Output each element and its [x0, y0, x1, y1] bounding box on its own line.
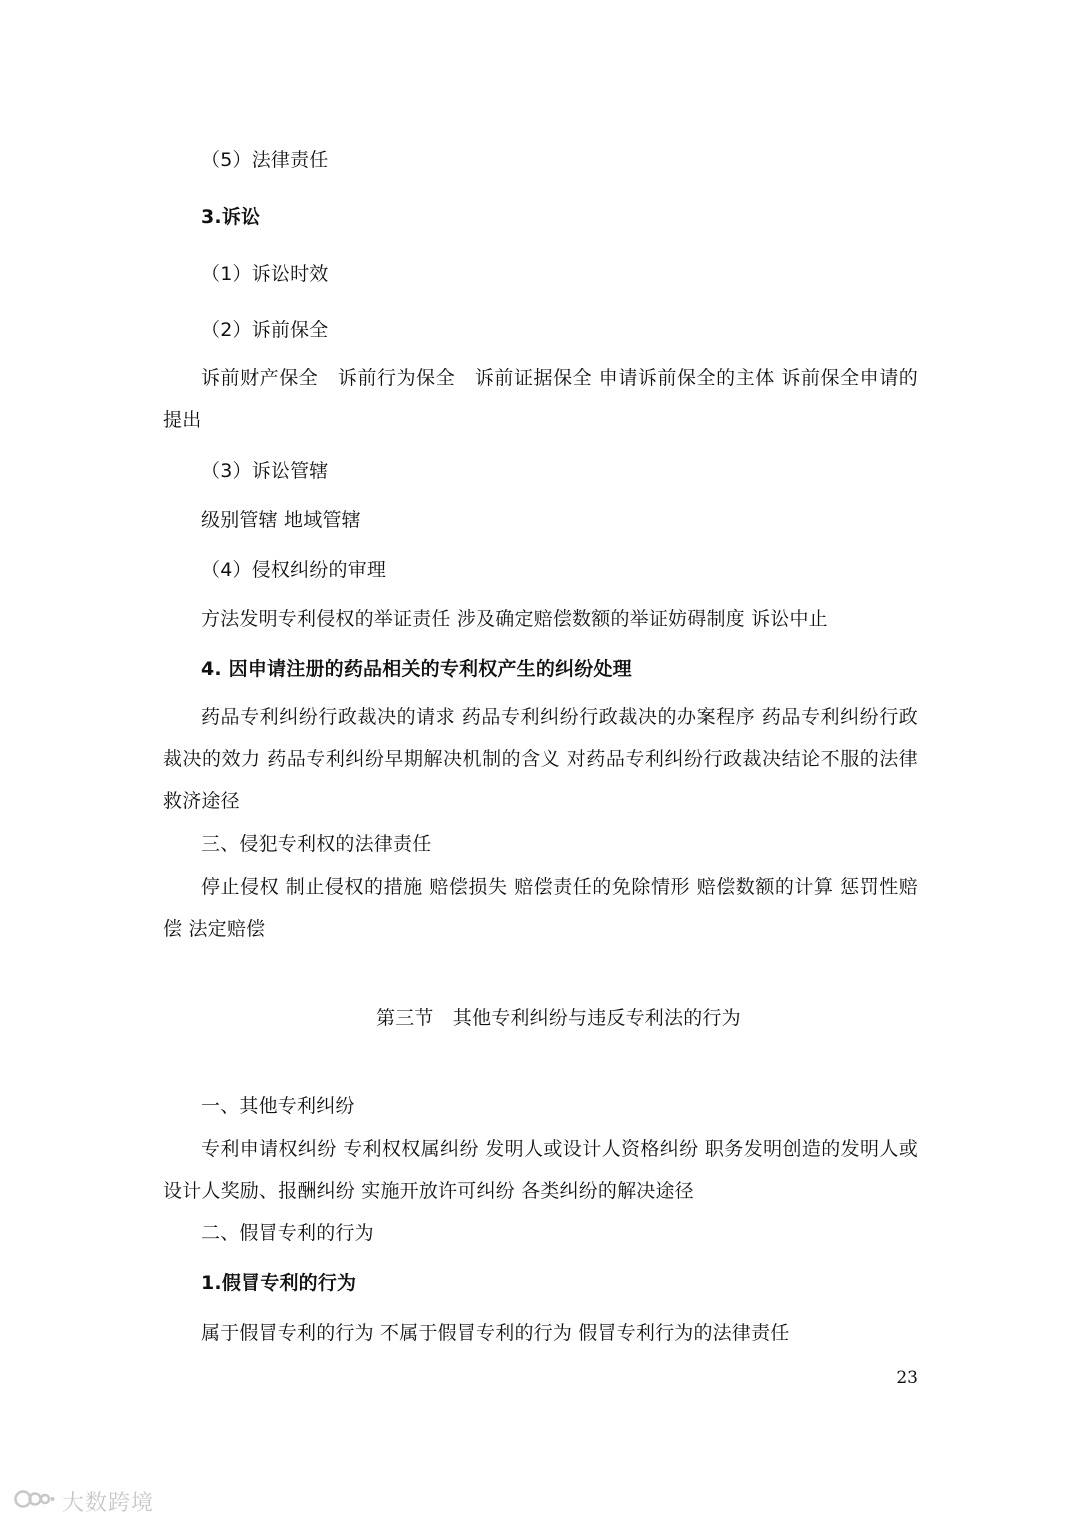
heading-infringement-trial: （4）侵权纠纷的审理 — [201, 559, 387, 581]
paragraph-trial-topics: 方法发明专利侵权的举证责任 涉及确定赔偿数额的举证妨碍制度 诉讼中止 — [201, 608, 828, 630]
heading-jurisdiction: （3）诉讼管辖 — [201, 460, 329, 482]
heading-litigation: 3.诉讼 — [201, 206, 261, 228]
paragraph-jurisdiction-types: 级别管辖 地域管辖 — [201, 509, 361, 531]
section-title: 第三节 其他专利纠纷与违反专利法的行为 — [376, 1007, 741, 1029]
heading-limitation-period: （1）诉讼时效 — [201, 263, 329, 285]
heading-infringement-liability: 三、侵犯专利权的法律责任 — [201, 833, 432, 855]
watermark — [14, 1486, 154, 1516]
heading-drug-patent-disputes: 4. 因申请注册的药品相关的专利权产生的纠纷处理 — [201, 658, 632, 680]
paragraph-preservation-types: 诉前财产保全 诉前行为保全 诉前证据保全 申请诉前保全的主体 诉前保全申请的提出 — [163, 367, 918, 431]
paragraph-counterfeiting-topics: 属于假冒专利的行为 不属于假冒专利的行为 假冒专利行为的法律责任 — [201, 1322, 790, 1344]
page-number: 23 — [896, 1368, 918, 1388]
heading-pre-litigation-preservation: （2）诉前保全 — [201, 319, 329, 341]
heading-counterfeiting: 二、假冒专利的行为 — [201, 1222, 374, 1244]
paragraph-other-dispute-types: 专利申请权纠纷 专利权权属纠纷 发明人或设计人资格纠纷 职务发明创造的发明人或设计人奖励、报酬纠纷 实施开放许可纠纷 各类纠纷的解决途径 — [163, 1138, 918, 1202]
paragraph-drug-patent-topics: 药品专利纠纷行政裁决的请求 药品专利纠纷行政裁决的办案程序 药品专利纠纷行政裁决的效力 药品专利纠纷早期解决机制的含义 对药品专利纠纷行政裁决结论不服的法律救济途径 — [163, 706, 918, 812]
heading-other-disputes: 一、其他专利纠纷 — [201, 1095, 355, 1117]
heading-counterfeiting-acts: 1.假冒专利的行为 — [201, 1272, 357, 1294]
heading-legal-liability: （5）法律责任 — [201, 149, 329, 171]
watermark-text: 大数跨境 — [62, 1490, 155, 1516]
paragraph-liability-topics: 停止侵权 制止侵权的措施 赔偿损失 赔偿责任的免除情形 赔偿数额的计算 惩罚性赔偿 法定赔偿 — [163, 876, 918, 940]
brand-logo-icon — [14, 1486, 56, 1516]
